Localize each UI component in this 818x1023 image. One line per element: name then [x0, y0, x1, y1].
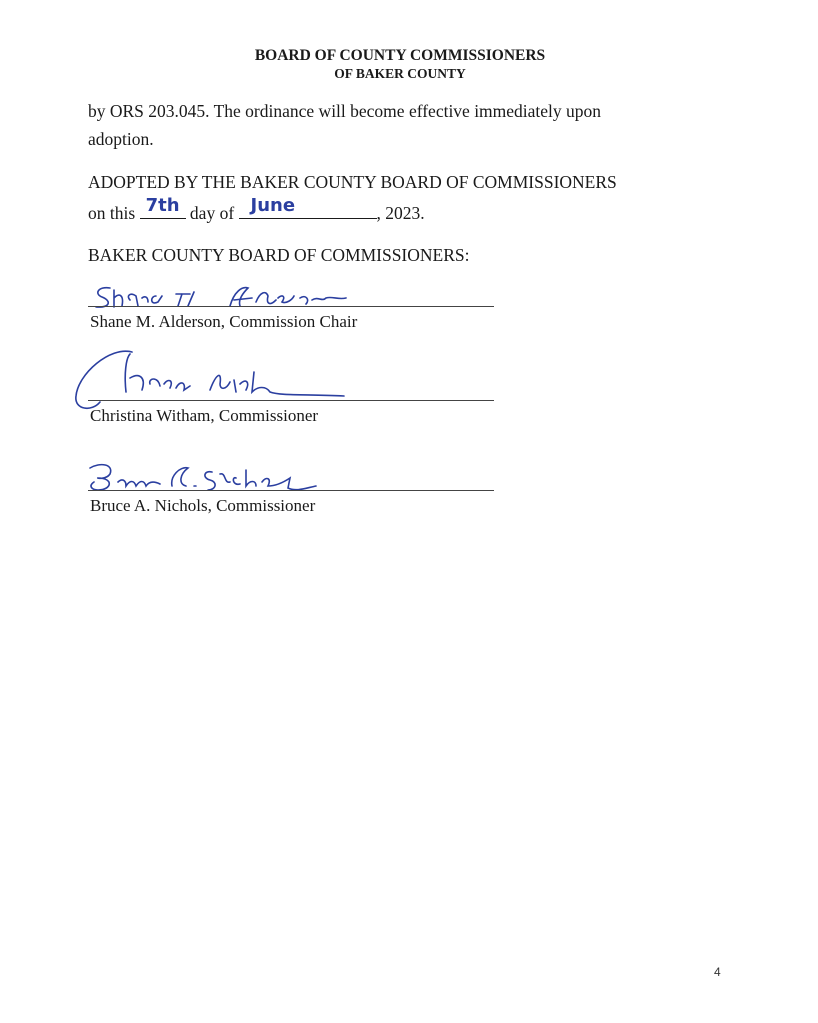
- signer-name: Christina Witham, Commissioner: [90, 406, 319, 425]
- day-blank: [140, 195, 186, 219]
- month-blank: [239, 195, 377, 219]
- signature-line: [88, 400, 494, 401]
- signature-line: [88, 306, 494, 307]
- day-handwritten: 7th: [145, 195, 180, 216]
- signature-line: [88, 490, 494, 491]
- signer-name: Bruce A. Nichols, Commissioner: [90, 496, 316, 515]
- paragraph-line: by ORS 203.045. The ordinance will become effective immediately upon: [88, 101, 602, 121]
- adopted-statement: ADOPTED BY THE BAKER COUNTY BOARD OF COMMISSIONERS: [88, 172, 617, 192]
- header-subtitle: OF BAKER COUNTY: [334, 66, 466, 81]
- page-number: 4: [714, 965, 721, 979]
- month-handwritten: June: [250, 195, 296, 216]
- year-suffix: , 2023.: [376, 203, 425, 223]
- date-prefix: on this: [88, 203, 136, 223]
- signer-name: Shane M. Alderson, Commission Chair: [90, 312, 358, 331]
- signature-alderson: [70, 280, 370, 312]
- day-of-text: day of: [189, 203, 235, 223]
- board-heading: BAKER COUNTY BOARD OF COMMISSIONERS:: [88, 245, 470, 265]
- adoption-date-line: [88, 195, 425, 224]
- paragraph-line: adoption.: [88, 129, 154, 149]
- header-title: BOARD OF COUNTY COMMISSIONERS: [254, 47, 546, 64]
- signature-witham: [70, 344, 370, 414]
